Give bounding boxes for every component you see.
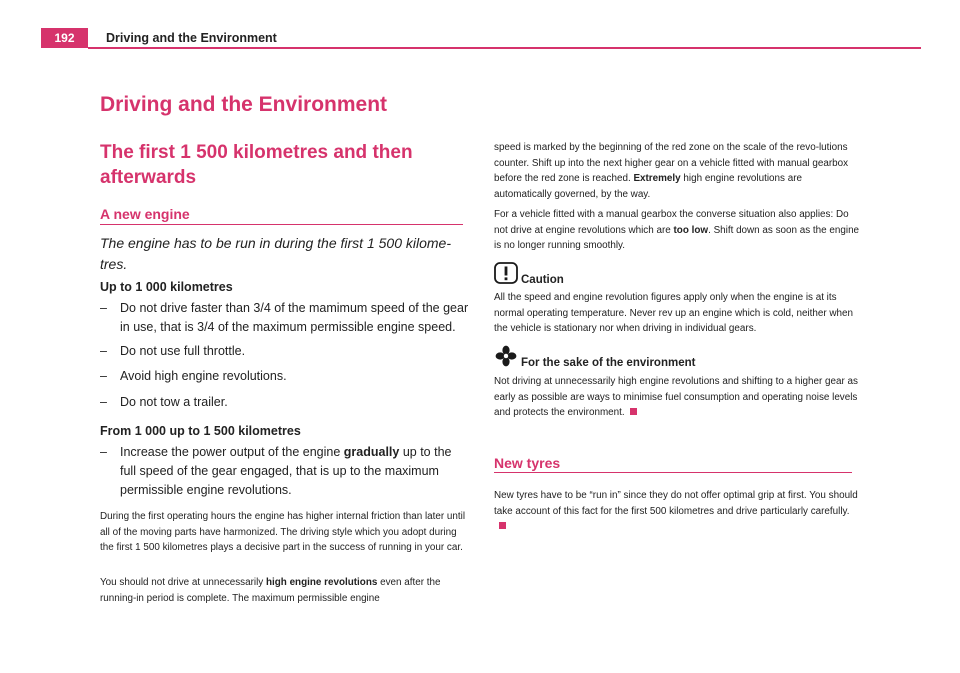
subheading-1000-to-1500: From 1 000 up to 1 500 kilometres — [100, 424, 301, 438]
header-rule — [88, 47, 921, 49]
list-item: – Do not use full throttle. — [100, 344, 246, 358]
lead-text: The engine has to be run in during the first 1 500 kilome-tres. — [100, 235, 451, 272]
list-item-text: Avoid high engine revolutions. — [120, 369, 287, 383]
environment-flower-icon — [495, 345, 517, 367]
running-header: Driving and the Environment — [106, 31, 277, 45]
page-number: 192 — [41, 28, 88, 48]
list-item-text: Do not use full throttle. — [120, 344, 246, 358]
subsection-heading-new-engine: A new engine — [100, 206, 190, 222]
subheading-up-to-1000: Up to 1 000 kilometres — [100, 280, 233, 294]
page-title: Driving and the Environment — [100, 93, 388, 116]
list-item: – Increase the power output of the engine gradually up to the full speed of the gear engaged, that is up to the maximum permissible engine revolutions. — [100, 445, 452, 497]
paragraph-red-zone: speed is marked by the beginning of the red zone on the scale of the revo-lutions counter. Shift up into the next higher gear on a vehicle fitted with manual gearbox before the red zone is reached. Extremely high engine revolutions are automatically governed, by the way. — [494, 142, 849, 200]
subsection-rule — [494, 472, 852, 473]
list-item-text: Do not drive faster than 3/4 of the mamimum speed of the gear in use, that is 3/4 of the maximum permissible engine speed. — [120, 301, 469, 334]
subsection-heading-new-tyres: New tyres — [494, 455, 561, 471]
list-item: – Avoid high engine revolutions. — [100, 369, 287, 383]
caution-text: All the speed and engine revolution figures apply only when the engine is at its normal operating temperature. Never rev up an engine which is cold, neither when the vehicle is stationary nor when driving in individual gears. — [494, 292, 853, 334]
caution-icon — [494, 262, 518, 284]
paragraph-high-revolutions: You should not drive at unnecessarily high engine revolutions even after the running-in period is complete. The maximum permissible engine — [100, 577, 441, 604]
end-of-section-marker — [630, 408, 637, 415]
paragraph-too-low: For a vehicle fitted with a manual gearbox the converse situation also applies: Do not drive at engine revolutions which are too low. Shift down as soon as the engine is no longer running smoothly. — [494, 209, 860, 251]
subsection-rule — [100, 224, 463, 225]
section-title: The first 1 500 kilometres and then afterwards — [100, 142, 413, 188]
list-item-text: Increase the power output of the engine gradually up to the full speed of the gear engaged, that is up to the maximum permissible engine revolutions. — [120, 445, 452, 497]
paragraph-running-in: During the first operating hours the engine has higher internal friction than later until all of the moving parts have harmonized. The driving style which you adopt during the first 1 500 kilometres plays a decisive part in the success of running in your car. — [100, 511, 466, 553]
paragraph-new-tyres: New tyres have to be “run in” since they do not offer optimal grip at first. You should take account of this fact for the first 500 kilometres and drive particularly carefully. — [494, 488, 860, 535]
list-item-text: Do not tow a trailer. — [120, 395, 228, 409]
caution-title: Caution — [521, 274, 564, 286]
environment-title: For the sake of the environment — [521, 357, 696, 369]
end-of-section-marker — [499, 522, 506, 529]
environment-text: Not driving at unnecessarily high engine revolutions and shifting to a higher gear as early as possible are ways to minimise fuel consumption and operating noise levels and protects the environment. — [494, 376, 858, 418]
list-item: – Do not drive faster than 3/4 of the mamimum speed of the gear in use, that is 3/4 of the maximum permissible engine speed. — [100, 301, 469, 334]
list-item: – Do not tow a trailer. — [100, 395, 228, 409]
